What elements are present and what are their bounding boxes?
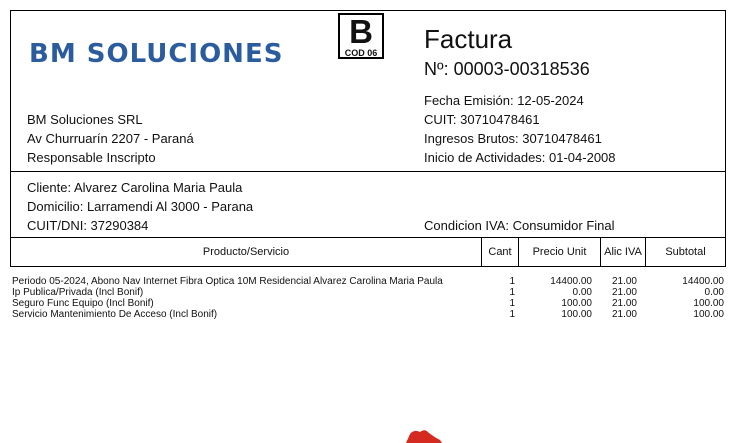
- client-address: Domicilio: Larramendi Al 3000 - Parana: [27, 199, 254, 214]
- item-unit-price: 100.00: [561, 309, 592, 320]
- item-subtotal: 100.00: [693, 309, 724, 320]
- invoice-type-code: COD 06: [344, 48, 378, 58]
- item-description: Seguro Func Equipo (Incl Bonif): [12, 298, 154, 309]
- item-quantity: 1: [509, 276, 515, 287]
- header-quantity: Cant: [482, 238, 519, 266]
- issue-date: Fecha Emisión: 12-05-2024: [424, 93, 584, 108]
- item-quantity: 1: [509, 309, 515, 320]
- items-list: [12, 276, 724, 320]
- item-iva-rate: 21.00: [611, 287, 637, 298]
- client-name: Cliente: Alvarez Carolina Maria Paula: [27, 180, 243, 195]
- invoice-title: Factura: [424, 24, 513, 54]
- table-row: [12, 309, 724, 320]
- header-subtotal: Subtotal: [665, 246, 706, 258]
- item-iva-rate: 21.00: [611, 298, 637, 309]
- item-quantity: 1: [509, 298, 515, 309]
- item-subtotal: 100.00: [693, 298, 724, 309]
- item-subtotal: 0.00: [704, 287, 724, 298]
- client-id: CUIT/DNI: 37290384: [27, 218, 149, 233]
- table-row: [12, 287, 724, 298]
- invoice-type-letter: B: [349, 13, 373, 50]
- table-row: [12, 298, 724, 309]
- header-unit-price: Precio Unit: [519, 238, 601, 266]
- company-cuit: CUIT: 30710478461: [424, 112, 540, 127]
- item-unit-price: 14400.00: [550, 276, 592, 287]
- item-iva-rate: 21.00: [611, 276, 637, 287]
- client-iva-condition: Condicion IVA: Consumidor Final: [424, 218, 615, 233]
- item-unit-price: 100.00: [561, 298, 592, 309]
- gross-income: Ingresos Brutos: 30710478461: [424, 131, 602, 146]
- item-description: Ip Publica/Privada (Incl Bonif): [12, 287, 144, 298]
- item-quantity: 1: [509, 287, 515, 298]
- header-iva-rate: Alic IVA: [601, 238, 646, 266]
- company-address: Av Churruarín 2207 - Paraná: [27, 131, 194, 146]
- item-description: Periodo 05-2024, Abono Nav Internet Fibra Optica 10M Residencial Alvarez Carolina Maria Paula: [12, 276, 443, 287]
- company-logo: BM SOLUCIONES: [29, 39, 284, 69]
- item-subtotal: 14400.00: [682, 276, 724, 287]
- company-name: BM Soluciones SRL: [27, 112, 143, 127]
- company-tax-status: Responsable Inscripto: [27, 150, 156, 165]
- red-stamp-icon: [404, 428, 444, 443]
- item-description: Servicio Mantenimiento De Acceso (Incl Bonif): [12, 309, 218, 320]
- activity-start: Inicio de Actividades: 01-04-2008: [424, 150, 616, 165]
- invoice-type-box: [338, 13, 384, 59]
- items-table-header: [10, 237, 726, 267]
- header-product: Producto/Servicio: [11, 238, 482, 266]
- item-iva-rate: 21.00: [611, 309, 637, 320]
- invoice-number: Nº: 00003-00318536: [424, 59, 590, 79]
- item-unit-price: 0.00: [572, 287, 592, 298]
- table-row: [12, 276, 724, 287]
